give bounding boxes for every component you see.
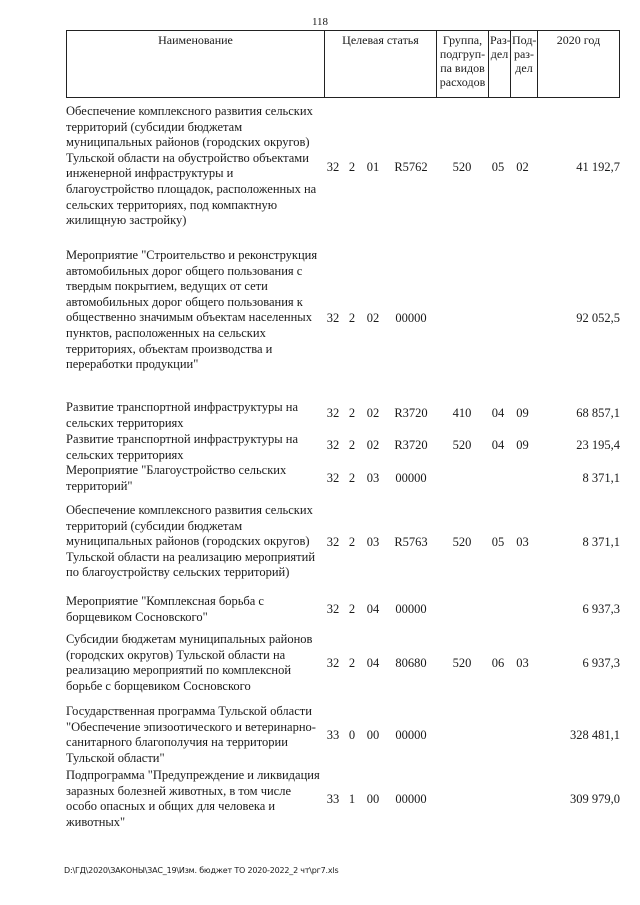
row-name: Развитие транспортной инфраструктуры на сельских территориях: [66, 400, 298, 430]
row-amount: 328 481,1: [570, 728, 620, 742]
row-section: 05: [491, 535, 505, 549]
row-program-code: 32: [326, 471, 340, 485]
row-name: Подпрограмма "Предупреждение и ликвидация заразных болезней животных, в том числе особо опасных и общих для человека и животных": [66, 768, 320, 829]
row-subprogram-code: 2: [348, 438, 356, 452]
row-direction-code: 00000: [395, 311, 427, 325]
row-amount: 309 979,0: [570, 792, 620, 806]
row-subsection: 03: [516, 656, 529, 670]
row-subprogram-code: 2: [348, 160, 356, 174]
row-program-code: 32: [326, 438, 340, 452]
row-expense-group: 520: [452, 535, 472, 549]
row-program-code: 32: [326, 311, 340, 325]
row-main-event-code: 01: [366, 160, 380, 174]
row-amount: 8 371,1: [582, 471, 620, 485]
row-name: Мероприятие "Строительство и реконструкция автомобильных дорог общего пользования с твердым покрытием, ведущих от сети автомобильных дорог общего пользования к общественно значимым объектам населенных пунктов, расположенных на сельских территориях, объектам производства и переработки продукции": [66, 248, 318, 372]
row-subprogram-code: 2: [348, 656, 356, 670]
row-main-event-code: 02: [366, 438, 380, 452]
row-section: 04: [491, 406, 505, 420]
header-name: Наименование: [67, 31, 325, 98]
row-main-event-code: 00: [366, 728, 380, 742]
row-expense-group: 520: [452, 160, 472, 174]
row-direction-code: R5763: [394, 535, 428, 549]
row-section: 06: [491, 656, 505, 670]
row-amount: 8 371,1: [582, 535, 620, 549]
row-program-code: 32: [326, 602, 340, 616]
row-subsection: 02: [516, 160, 529, 174]
row-main-event-code: 04: [366, 602, 380, 616]
row-expense-group: 520: [452, 656, 472, 670]
row-direction-code: R3720: [394, 438, 428, 452]
row-direction-code: 00000: [395, 792, 427, 806]
row-section: 04: [491, 438, 505, 452]
header-target: Целевая статья: [325, 31, 437, 98]
header-subsection: Под-раз-дел: [511, 31, 538, 98]
row-subprogram-code: 1: [348, 792, 356, 806]
row-amount: 41 192,7: [576, 160, 620, 174]
row-program-code: 33: [326, 792, 340, 806]
row-name: Мероприятие "Благоустройство сельских территорий": [66, 463, 287, 493]
row-name: Обеспечение комплексного развития сельских территорий (субсидии бюджетам муниципальных районов (городских округов) Тульской области на реализацию мероприятий по благоустройству сельских территорий): [66, 503, 316, 580]
row-program-code: 32: [326, 656, 340, 670]
row-direction-code: R5762: [394, 160, 428, 174]
row-name: Субсидии бюджетам муниципальных районов (городских округов) Тульской области на реализацию мероприятий по комплексной борьбе с борщевиком Сосновского: [66, 632, 313, 693]
row-amount: 92 052,5: [576, 311, 620, 325]
row-name: Мероприятие "Комплексная борьба с борщевиком Сосновского": [66, 594, 264, 624]
header-section: Раз-дел: [489, 31, 511, 98]
row-program-code: 33: [326, 728, 340, 742]
row-amount: 68 857,1: [576, 406, 620, 420]
row-direction-code: 00000: [395, 728, 427, 742]
row-subsection: 09: [516, 406, 529, 420]
row-main-event-code: 02: [366, 406, 380, 420]
row-subsection: 03: [516, 535, 529, 549]
row-expense-group: 520: [452, 438, 472, 452]
row-name: Обеспечение комплексного развития сельских территорий (субсидии бюджетам муниципальных районов (городских округов) Тульской области на обустройство объектами инженерной инфраструктуры и благоустройство площадок, расположенных на сельских территориях, под компактную жилищную застройку): [66, 104, 317, 228]
row-subprogram-code: 0: [348, 728, 356, 742]
row-program-code: 32: [326, 160, 340, 174]
row-subprogram-code: 2: [348, 535, 356, 549]
header-year: 2020 год: [538, 31, 620, 98]
row-subprogram-code: 2: [348, 602, 356, 616]
header-group: Группа, подгруп-па видов расходов: [437, 31, 489, 98]
row-amount: 23 195,4: [576, 438, 620, 452]
row-main-event-code: 02: [366, 311, 380, 325]
row-subprogram-code: 2: [348, 471, 356, 485]
row-direction-code: 00000: [395, 602, 427, 616]
row-subprogram-code: 2: [348, 311, 356, 325]
budget-table-header: [66, 30, 620, 98]
row-main-event-code: 00: [366, 792, 380, 806]
row-name: Развитие транспортной инфраструктуры на сельских территориях: [66, 432, 298, 462]
row-direction-code: R3720: [394, 406, 428, 420]
row-subprogram-code: 2: [348, 406, 356, 420]
row-main-event-code: 03: [366, 535, 380, 549]
page-number: 118: [311, 16, 329, 28]
row-subsection: 09: [516, 438, 529, 452]
row-section: 05: [491, 160, 505, 174]
row-amount: 6 937,3: [582, 656, 620, 670]
row-program-code: 32: [326, 406, 340, 420]
file-path-footer: D:\ГД\2020\ЗАКОНЫ\ЗАС_19\Изм. бюджет ТО 2020-2022_2 чт\рг7.xls: [64, 866, 339, 875]
row-name: Государственная программа Тульской области "Обеспечение эпизоотического и ветеринарно-санитарного благополучия на территории Тульской области": [66, 704, 316, 765]
row-main-event-code: 04: [366, 656, 380, 670]
row-program-code: 32: [326, 535, 340, 549]
row-direction-code: 80680: [395, 656, 427, 670]
row-expense-group: 410: [452, 406, 472, 420]
row-main-event-code: 03: [366, 471, 380, 485]
row-amount: 6 937,3: [582, 602, 620, 616]
row-direction-code: 00000: [395, 471, 427, 485]
